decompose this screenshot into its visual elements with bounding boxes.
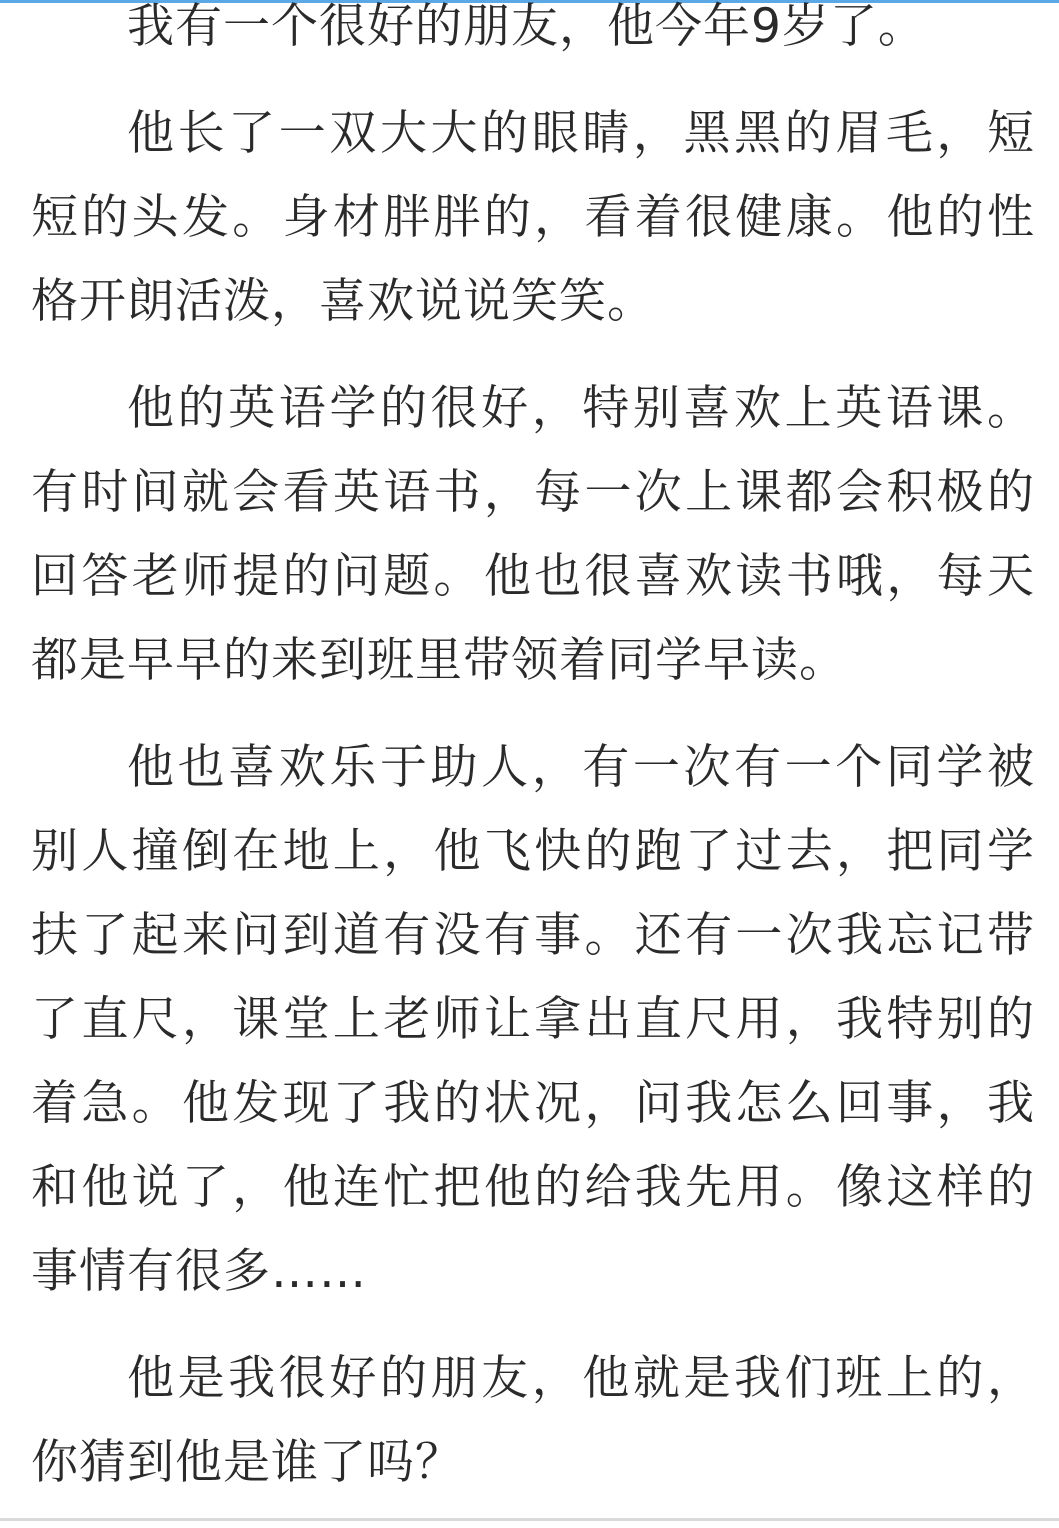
paragraph-conclusion: 他是我很好的朋友，他就是我们班上的，你猜到他是谁了吗？ [31,1351,1035,1490]
article-body [31,0,1035,1528]
paragraph-appearance: 他长了一双大大的眼睛，黑黑的眉毛，短短的头发。身材胖胖的，看着很健康。他的性格开朗活泼，喜欢说说笑笑。 [31,106,1035,329]
paragraph-intro: 我有一个很好的朋友，他今年9岁了。 [127,0,926,54]
paragraph-english: 他的英语学的很好，特别喜欢上英语课。有时间就会看英语书，每一次上课都会积极的回答老师提的问题。他也很喜欢读书哦，每天都是早早的来到班里带领着同学早读。 [31,381,1035,688]
paragraph-helpful: 他也喜欢乐于助人，有一次有一个同学被别人撞倒在地上，他飞快的跑了过去，把同学扶了起来问到道有没有事。还有一次我忘记带了直尺，课堂上老师让拿出直尺用，我特别的着急。他发现了我的状况，问我怎么回事，我和他说了，他连忙把他的给我先用。像这样的事情有很多…… [31,740,1035,1299]
